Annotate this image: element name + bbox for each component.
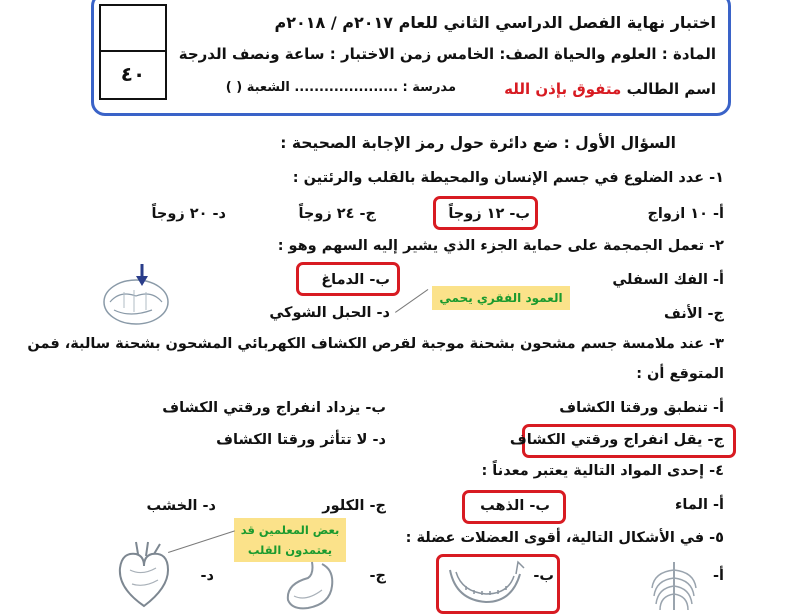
item5-option-d: د- <box>200 568 214 584</box>
score-box <box>99 4 167 100</box>
item5-option-c: ج- <box>369 568 386 584</box>
item1-option-b: ب- ١٢ زوجاً <box>448 206 530 222</box>
item1-option-a: أ- ١٠ ازواج <box>647 206 724 222</box>
exam-info: المادة : العلوم والحياة الصف: الخامس زمن الاختبار : ساعة ونصف الدرجة <box>178 45 716 63</box>
item2-stem: ٢- تعمل الجمجمة على حماية الجزء الذي يشير إليه السهم وهو : <box>277 238 724 254</box>
item4-option-a: أ- الماء <box>674 497 724 513</box>
student-name-row <box>504 80 716 98</box>
item4-option-b: ب- الذهب <box>480 498 550 514</box>
item2-option-c: ج- الأنف <box>664 306 724 322</box>
item5-stem: ٥- في الأشكال التالية، أقوى العضلات عضلة : <box>405 530 724 546</box>
item4-stem: ٤- إحدى المواد التالية يعتبر معدناً : <box>481 463 724 479</box>
item3-option-d: د- لا تتأثر ورقتا الكشاف <box>216 432 386 448</box>
item2-option-b: ب- الدماغ <box>321 272 390 288</box>
item4-option-d: د- الخشب <box>146 498 216 514</box>
item3-stem-continued: المتوقع أن : <box>636 366 724 382</box>
item3-option-a: أ- تنطبق ورقتا الكشاف <box>559 400 724 416</box>
item2-note: العمود الفقري يحمي <box>432 286 570 310</box>
ribcage-icon <box>644 558 704 610</box>
school-field: مدرسة : ..................... الشعبة ( ) <box>225 80 456 95</box>
exam-title: اختبار نهاية الفصل الدراسي الثاني للعام ٢٠١٧م / ٢٠١٨م <box>274 13 716 32</box>
item1-option-d: د- ٢٠ زوجاً <box>151 206 226 222</box>
item4-note: بعض المعلمين قد يعتمدون القلب <box>234 518 346 562</box>
student-name: متفوق بإذن الله <box>504 80 622 98</box>
brain-arrow-icon <box>100 262 172 328</box>
item2-option-a: أ- الفك السفلي <box>612 272 724 288</box>
item3-option-c: ج- يقل انفراج ورقتي الكشاف <box>509 432 724 448</box>
jaw-bone-icon <box>446 560 526 608</box>
item4-note-pointer <box>168 530 235 553</box>
item1-stem: ١- عدد الضلوع في جسم الإنسان والمحيطة بالقلب والرئتين : <box>292 170 724 186</box>
item2-note-pointer <box>395 289 428 313</box>
question-heading: السؤال الأول : ضع دائرة حول رمز الإجابة الصحيحة : <box>280 134 676 152</box>
student-label: اسم الطالب <box>626 80 716 98</box>
item5-option-a: أ- <box>713 568 724 584</box>
item4-option-c: ج- الكلور <box>322 498 386 514</box>
heart-icon <box>112 540 176 610</box>
item5-option-b: ب- <box>533 568 554 584</box>
item2-option-d: د- الحبل الشوكي <box>269 305 390 321</box>
score-divider <box>101 50 165 52</box>
score-value: ٤٠ <box>120 62 146 86</box>
item1-option-c: ج- ٢٤ زوجاً <box>298 206 376 222</box>
item3-stem: ٣- عند ملامسة جسم مشحون بشحنة موجبة لقرص الكشاف الكهربائي المشحون بشحنة سالبة، فمن <box>27 336 724 352</box>
stomach-icon <box>272 560 342 610</box>
item3-option-b: ب- يزداد انفراج ورقتي الكشاف <box>162 400 386 416</box>
